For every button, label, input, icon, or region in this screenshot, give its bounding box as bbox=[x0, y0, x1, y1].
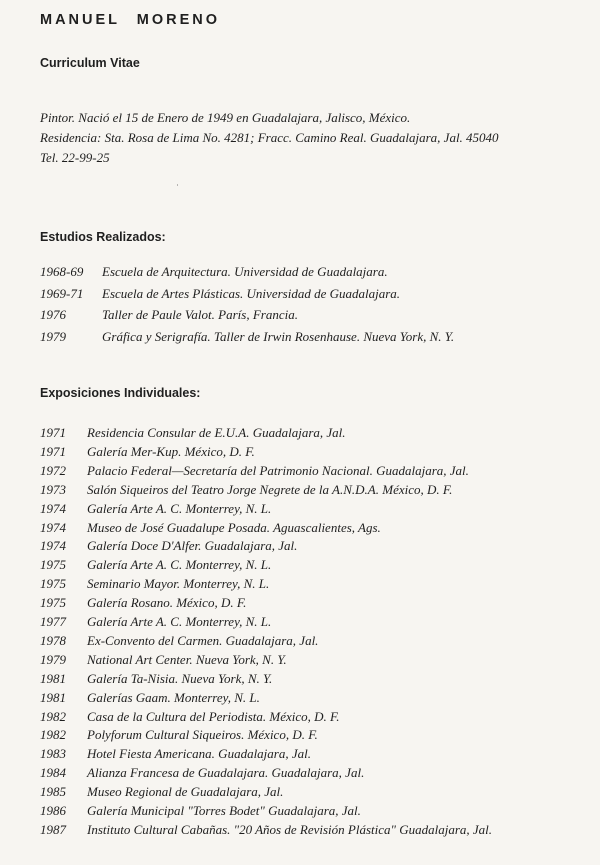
entry-year: 1975 bbox=[40, 557, 66, 573]
entry-year: 1974 bbox=[40, 519, 66, 535]
entry-text: Galería Rosano. México, D. F. bbox=[87, 595, 247, 611]
entry-text: Galería Ta-Nisia. Nueva York, N. Y. bbox=[87, 670, 273, 686]
entry-year: 1983 bbox=[40, 746, 66, 762]
entry-text: National Art Center. Nueva York, N. Y. bbox=[87, 651, 287, 667]
entry-year: 1979 bbox=[40, 328, 66, 344]
entry-year: 1974 bbox=[40, 538, 66, 554]
exhibitions-heading: Exposiciones Individuales: bbox=[40, 386, 201, 400]
entry-year: 1982 bbox=[40, 708, 66, 724]
entry-text: Seminario Mayor. Monterrey, N. L. bbox=[87, 576, 270, 592]
entry-text: Galerías Gaam. Monterrey, N. L. bbox=[87, 689, 260, 705]
entry-year: 1987 bbox=[40, 821, 66, 837]
entry-text: Hotel Fiesta Americana. Guadalajara, Jal. bbox=[87, 746, 311, 762]
entry-text: Alianza Francesa de Guadalajara. Guadalajara, Jal. bbox=[87, 765, 365, 781]
entry-text: Galería Arte A. C. Monterrey, N. L. bbox=[87, 500, 272, 516]
entry-text: Palacio Federal—Secretaría del Patrimonio Nacional. Guadalajara, Jal. bbox=[87, 462, 469, 478]
entry-year: 1984 bbox=[40, 765, 66, 781]
entry-text: Casa de la Cultura del Periodista. México, D. F. bbox=[87, 708, 340, 724]
entry-year: 1981 bbox=[40, 689, 66, 705]
entry-text: Gráfica y Serigrafía. Taller de Irwin Rosenhause. Nueva York, N. Y. bbox=[102, 328, 455, 344]
entry-year: 1971 bbox=[40, 425, 66, 440]
entry-text: Galería Arte A. C. Monterrey, N. L. bbox=[87, 614, 272, 629]
entry-year: 1978 bbox=[40, 632, 66, 648]
entry-year: 1974 bbox=[40, 500, 66, 516]
entry-year: 1977 bbox=[40, 614, 66, 629]
entry-text: Museo de José Guadalupe Posada. Aguascalientes, Ags. bbox=[87, 519, 381, 535]
entry-year: 1985 bbox=[40, 784, 66, 800]
entry-year: 1982 bbox=[40, 727, 66, 743]
entry-text: Galería Doce D'Alfer. Guadalajara, Jal. bbox=[87, 538, 298, 554]
entry-year: 1981 bbox=[40, 670, 66, 686]
entry-text: Museo Regional de Guadalajara, Jal. bbox=[87, 784, 284, 800]
stray-mark: ʿ bbox=[176, 183, 179, 193]
entry-text: Salón Siqueiros del Teatro Jorge Negrete de la A.N.D.A. México, D. F. bbox=[87, 481, 453, 497]
entry-year: 1975 bbox=[40, 595, 66, 611]
entry-year: 1975 bbox=[40, 576, 66, 592]
entry-year: 1968-69 bbox=[40, 264, 84, 279]
entry-text: Ex-Convento del Carmen. Guadalajara, Jal. bbox=[87, 632, 319, 648]
entry-text: Galería Municipal "Torres Bodet" Guadalajara, Jal. bbox=[87, 803, 361, 818]
entry-year: 1971 bbox=[40, 443, 66, 459]
entry-text: Residencia Consular de E.U.A. Guadalajara, Jal. bbox=[87, 425, 346, 440]
entry-year: 1972 bbox=[40, 462, 66, 478]
bio-line: Pintor. Nació el 15 de Enero de 1949 en Guadalajara, Jalisco, México. bbox=[40, 110, 411, 125]
studies-heading: Estudios Realizados: bbox=[40, 230, 166, 244]
document-title: Curriculum Vitae bbox=[40, 56, 140, 70]
phone-line: Tel. 22-99-25 bbox=[40, 150, 110, 165]
entry-text: Escuela de Arquitectura. Universidad de Guadalajara. bbox=[102, 264, 388, 279]
entry-year: 1979 bbox=[40, 651, 66, 667]
entry-text: Polyforum Cultural Siqueiros. México, D. F. bbox=[87, 727, 318, 743]
entry-text: Escuela de Artes Plásticas. Universidad de Guadalajara. bbox=[102, 285, 401, 301]
entry-text: Taller de Paule Valot. París, Francia. bbox=[102, 307, 298, 322]
entry-year: 1969-71 bbox=[40, 285, 84, 301]
artist-name: MANUEL MORENO bbox=[40, 12, 221, 28]
residence-line: Residencia: Sta. Rosa de Lima No. 4281; Fracc. Camino Real. Guadalajara, Jal. 45040 bbox=[40, 130, 499, 145]
entry-text: Galería Arte A. C. Monterrey, N. L. bbox=[87, 557, 272, 573]
entry-text: Instituto Cultural Cabañas. "20 Años de Revisión Plástica" Guadalajara, Jal. bbox=[87, 821, 493, 837]
entry-year: 1986 bbox=[40, 803, 66, 818]
entry-year: 1973 bbox=[40, 481, 66, 497]
entry-text: Galería Mer-Kup. México, D. F. bbox=[87, 443, 255, 459]
entry-year: 1976 bbox=[40, 307, 66, 322]
